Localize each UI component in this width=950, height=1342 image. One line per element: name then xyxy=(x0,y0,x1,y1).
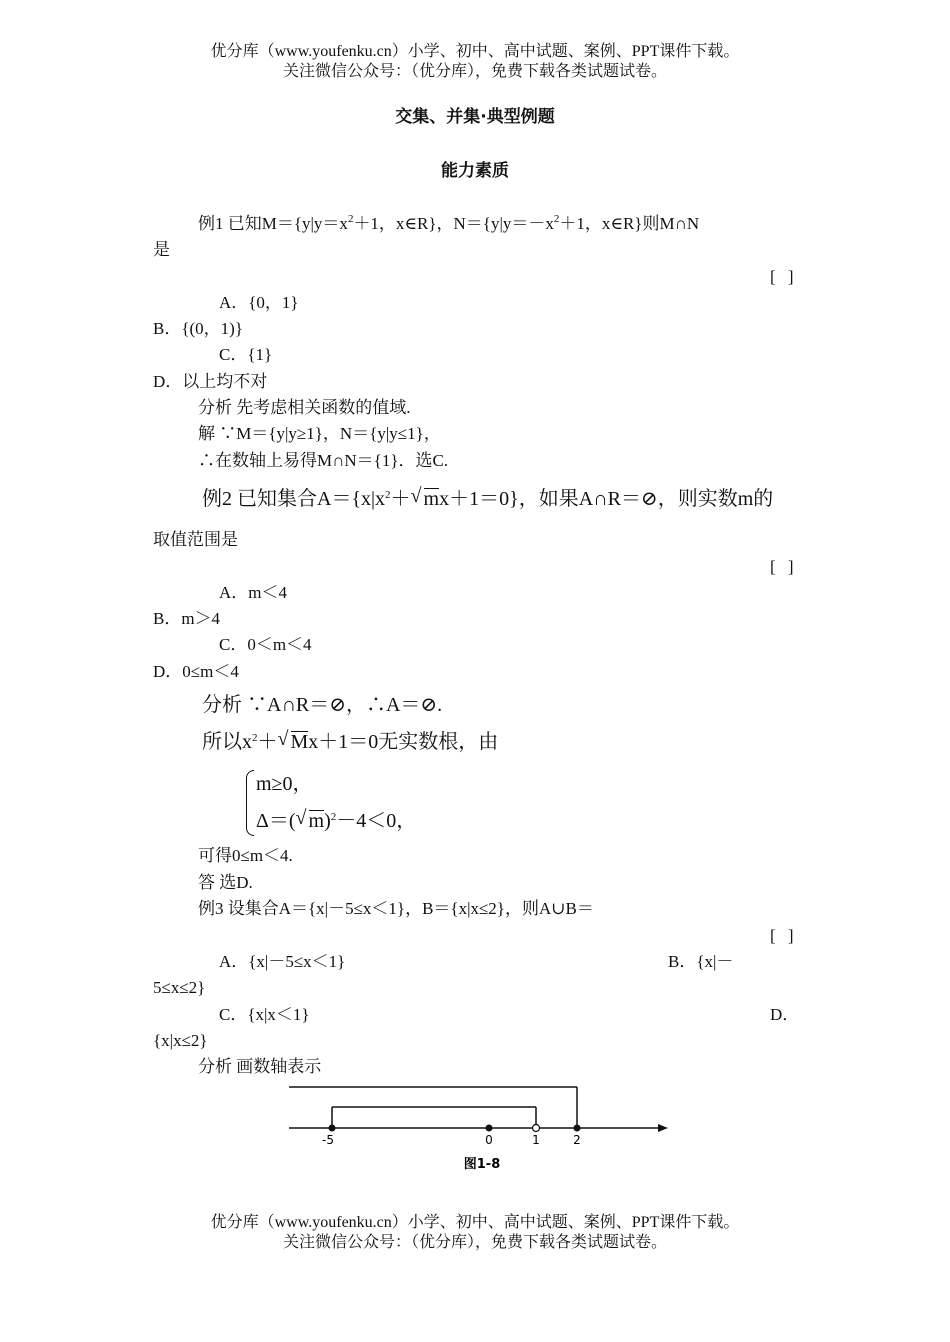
ex2-question: 例2 已知集合$A=\{x|x^2+$ √ mx＋1＝0}，如果A∩R＝⊘，则实数m的 xyxy=(202,485,774,510)
ex3-analysis: 分析 画数轴表示 xyxy=(198,1057,322,1076)
section-title: 能力素质 xyxy=(441,161,509,181)
ex2-answer-bracket: [ ] xyxy=(770,557,794,576)
point-0 xyxy=(486,1125,493,1132)
ex3-option-d: D． xyxy=(770,1005,800,1024)
ex1-option-a: A．{0，1} xyxy=(219,293,299,312)
number-line-figure xyxy=(284,1082,684,1174)
ex3-answer-bracket: [ ] xyxy=(770,926,794,945)
tick-label-1: 1 xyxy=(532,1133,540,1147)
footer-line-2: 关注微信公众号：（优分库），免费下载各类试题试卷。 xyxy=(282,1234,667,1251)
ex1-solution-2: ∴在数轴上易得M∩N＝{1}．选C. xyxy=(198,451,449,470)
sqrt-symbol: √ m xyxy=(295,807,325,832)
point-2 xyxy=(574,1125,581,1132)
ex3-option-d-cont: {x|x≤2} xyxy=(153,1031,208,1050)
point-minus-5 xyxy=(329,1125,336,1132)
ex1-answer-bracket: [ ] xyxy=(770,267,794,286)
ex2-option-a: A．m＜4 xyxy=(219,583,287,602)
ex2-option-b: B．m＞4 xyxy=(153,609,221,628)
ex3-question: 例3 设集合A＝{x|－5≤x＜1}，B＝{x|x≤2}，则A∪B＝ xyxy=(198,899,594,918)
ex3-option-a: A．{x|－5≤x＜1} xyxy=(219,952,346,971)
tick-label-0: 0 xyxy=(485,1133,493,1147)
ex1-question-cont: 是 xyxy=(153,240,170,259)
tick-label-2: 2 xyxy=(573,1133,581,1147)
ex1-option-c: C．{1} xyxy=(219,345,273,364)
figure-caption: 图1-8 xyxy=(463,1157,501,1172)
ex3-option-b: B．{x|－ xyxy=(668,952,734,971)
ex2-analysis: 分析 ∵A∩R＝⊘，∴A＝⊘. xyxy=(202,694,443,716)
footer-line-1: 优分库（www.youfenku.cn）小学、初中、高中试题、案例、PPT课件下载。 xyxy=(210,1214,740,1231)
sqrt-symbol: √ m xyxy=(410,485,440,510)
axis-arrow-icon xyxy=(658,1124,668,1132)
page-title: 交集、并集·典型例题 xyxy=(395,107,555,127)
ex2-option-d: D．0≤m＜4 xyxy=(153,662,239,681)
ex2-answer: 答 选D. xyxy=(198,873,253,892)
ex3-option-c: C．{x|x＜1} xyxy=(219,1005,310,1024)
sqrt-symbol: √ M xyxy=(277,728,309,753)
ex1-question: 例1 已知$M=\{y|y=x^2+1$，x∈R}，$N=\{y|y=-x^2+1$，x∈R}则M∩N xyxy=(198,213,700,233)
header-line-1: 优分库（www.youfenku.cn）小学、初中、高中试题、案例、PPT课件下载。 xyxy=(210,43,740,60)
ex1-analysis: 分析 先考虑相关函数的值域. xyxy=(198,398,411,417)
ex2-so: 所以$x^2+$ √ Mx＋1＝0无实数根，由 xyxy=(202,728,499,753)
ex2-result: 可得0≤m＜4. xyxy=(198,846,293,865)
point-1-open xyxy=(533,1125,540,1132)
ex2-option-c: C．0＜m＜4 xyxy=(219,635,312,654)
system-brace xyxy=(246,770,254,836)
ex2-question-cont: 取值范围是 xyxy=(153,530,238,549)
header-line-2: 关注微信公众号：（优分库），免费下载各类试题试卷。 xyxy=(282,63,667,80)
ex1-option-b: B．{(0，1)} xyxy=(153,319,243,338)
ex2-system-1: m≥0， xyxy=(256,773,313,795)
tick-label-minus-5: -5 xyxy=(322,1133,334,1147)
ex1-solution-1: 解 ∵M＝{y|y≥1}，N＝{y|y≤1}， xyxy=(198,424,441,443)
ex2-system-2: Δ＝( √ m)$^2$－4＜0， xyxy=(256,807,417,832)
ex1-option-d: D．以上均不对 xyxy=(153,372,268,391)
ex3-option-b-cont: 5≤x≤2} xyxy=(153,978,206,997)
